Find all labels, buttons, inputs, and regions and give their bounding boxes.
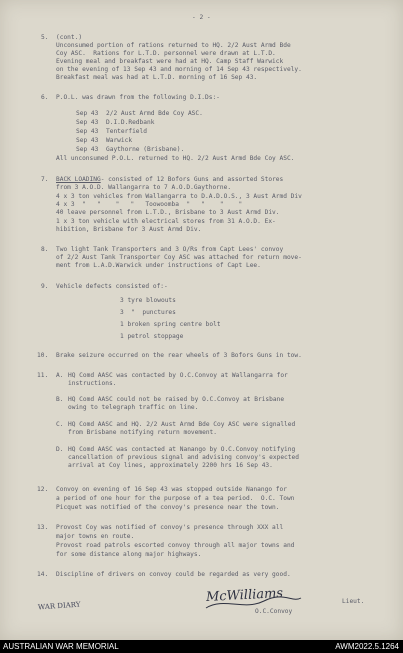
- para14-number: 14.: [37, 571, 49, 578]
- para5-number: 5.: [41, 34, 49, 41]
- para8-line: ment from L.A.D.Warwick under instructions of Capt Lee.: [56, 262, 261, 269]
- para9-intro: Vehicle defects consisted of:-: [56, 283, 168, 290]
- para11-line: instructions.: [68, 380, 117, 387]
- para11-letter: B.: [56, 396, 64, 403]
- footer-institution: AUSTRALIAN WAR MEMORIAL: [3, 642, 119, 651]
- para13-line: Provost road patrols escorted convoy through all major towns and: [56, 542, 295, 549]
- para7-line: - consisted of 12 Bofors Guns and assorted Stores: [97, 176, 284, 183]
- para8-number: 8.: [41, 246, 49, 253]
- defect-item: 1 petrol stoppage: [120, 333, 184, 340]
- para7-line: 1 x 3 ton vehicle with electrical stores from 31 A.O.D. Ex-: [56, 218, 276, 225]
- defect-item: 1 broken spring centre bolt: [120, 321, 221, 328]
- para6-closing: All unconsumed P.O.L. returned to HQ. 2/2 Aust Armd Bde Coy ASC.: [56, 155, 295, 162]
- pol-date: Sep 43: [76, 128, 99, 135]
- pol-place: Tenterfield: [106, 128, 147, 135]
- para11-line: cancellation of previous signal and advising convoy's expected: [68, 454, 299, 461]
- pol-date: Sep 43: [76, 137, 99, 144]
- para5-line: Unconsumed portion of rations returned to HQ. 2/2 Aust Armd Bde: [56, 42, 291, 49]
- pol-date: Sep 43: [76, 119, 99, 126]
- para11-line: owing to telegraph traffic on line.: [68, 404, 199, 411]
- footer-reference: AWM2022.5.1264: [335, 642, 399, 651]
- para5-heading: (cont.): [56, 34, 83, 41]
- page-number: - 2 -: [192, 14, 211, 21]
- defect-item: 3 " punctures: [120, 309, 176, 316]
- para11-line: HQ Comd AASC was contacted by O.C.Convoy at Wallangarra for: [68, 372, 288, 379]
- para11-number: 11.: [37, 372, 49, 379]
- para11-letter: A.: [56, 372, 64, 379]
- para12-line: a period of one hour for the purpose of a tea period. O.C. Town: [56, 495, 295, 502]
- para11-letter: C.: [56, 421, 64, 428]
- pol-date: Sep 43: [76, 146, 99, 153]
- para7-line: from 3 A.O.D. Wallangarra to 7 A.O.D.Gaythorne.: [56, 184, 232, 191]
- para8-line: Two light Tank Transporters and 3 O/Rs from Capt Lees' convoy: [56, 246, 284, 253]
- pol-place: D.I.D.Redbank: [106, 119, 155, 126]
- para6-number: 6.: [41, 94, 49, 101]
- margin-note: WAR DIARY: [37, 600, 81, 612]
- pol-place: Warwick: [106, 137, 133, 144]
- pol-place: Gaythorne (Brisbane).: [106, 146, 185, 153]
- para13-line: for some distance along major highways.: [56, 551, 202, 558]
- para5-line: Coy ASC. Rations for L.T.D. personnel were drawn at L.T.D.: [56, 50, 276, 57]
- para10-text: Brake seizure occurred on the rear wheels of 3 Bofors Guns in tow.: [56, 352, 302, 359]
- para11-letter: D.: [56, 446, 64, 453]
- para11-line: HQ Comd AASC could not be raised by O.C.Convoy at Brisbane: [68, 396, 285, 403]
- para11-line: HQ Comd AASC was contacted at Nanango by O.C.Convoy notifying: [68, 446, 296, 453]
- para5-line: Breakfast meal was had at L.T.D. morning of 16 Sep 43.: [56, 74, 258, 81]
- para7-line: 4 x 3 " " " " Toowoomba " " " ": [56, 201, 243, 208]
- para13-line: Provost Coy was notified of convoy's presence through XXX all: [56, 524, 284, 531]
- para9-number: 9.: [41, 283, 49, 290]
- para11-line: arrival at Coy lines, approximately 2200 hrs 16 Sep 43.: [68, 462, 273, 469]
- pol-date: Sep 43: [76, 110, 99, 117]
- para12-number: 12.: [37, 486, 49, 493]
- para7-heading: BACK LOADING: [56, 176, 101, 183]
- para12-line: Picquet was notified of the convoy's presence near the town.: [56, 504, 280, 511]
- signature-rank: Lieut.: [342, 598, 365, 605]
- defect-item: 3 tyre blowouts: [120, 297, 176, 304]
- para11-line: from Brisbane notifying return movement.: [68, 429, 218, 436]
- para5-line: Evening meal and breakfast were had at HQ. Camp Staff Warwick: [56, 58, 284, 65]
- archive-footer: [0, 640, 403, 653]
- handwritten-signature: McWilliams: [205, 585, 284, 606]
- para13-line: major towns en route.: [56, 533, 135, 540]
- para8-line: of 2/2 Aust Tank Transporter Coy ASC was attached for return move-: [56, 254, 302, 261]
- para5-line: on the evening of 13 Sep 43 and morning of 14 Sep 43 respectively.: [56, 66, 302, 73]
- para12-line: Convoy on evening of 16 Sep 43 was stopped outside Nanango for: [56, 486, 287, 493]
- signature-title: O.C.Convoy: [255, 608, 293, 615]
- para7-line: hibition, Brisbane for 3 Aust Armd Div.: [56, 226, 202, 233]
- para13-number: 13.: [37, 524, 49, 531]
- para14-text: Discipline of drivers on convoy could be regarded as very good.: [56, 571, 291, 578]
- para7-number: 7.: [41, 176, 49, 183]
- para6-intro: P.O.L. was drawn from the following D.I.Ds:-: [56, 94, 220, 101]
- para7-line: 40 leave personnel from L.T.D., Brisbane to 3 Aust Armd Div.: [56, 209, 280, 216]
- para10-number: 10.: [37, 352, 49, 359]
- para11-line: HQ Comd AASC and HQ. 2/2 Aust Armd Bde Coy ASC were signalled: [68, 421, 296, 428]
- para7-line: 4 x 3 ton vehicles from Wallangarra to D.A.D.O.S., 3 Aust Armd Div: [56, 193, 302, 200]
- pol-place: 2/2 Aust Armd Bde Coy ASC.: [106, 110, 203, 117]
